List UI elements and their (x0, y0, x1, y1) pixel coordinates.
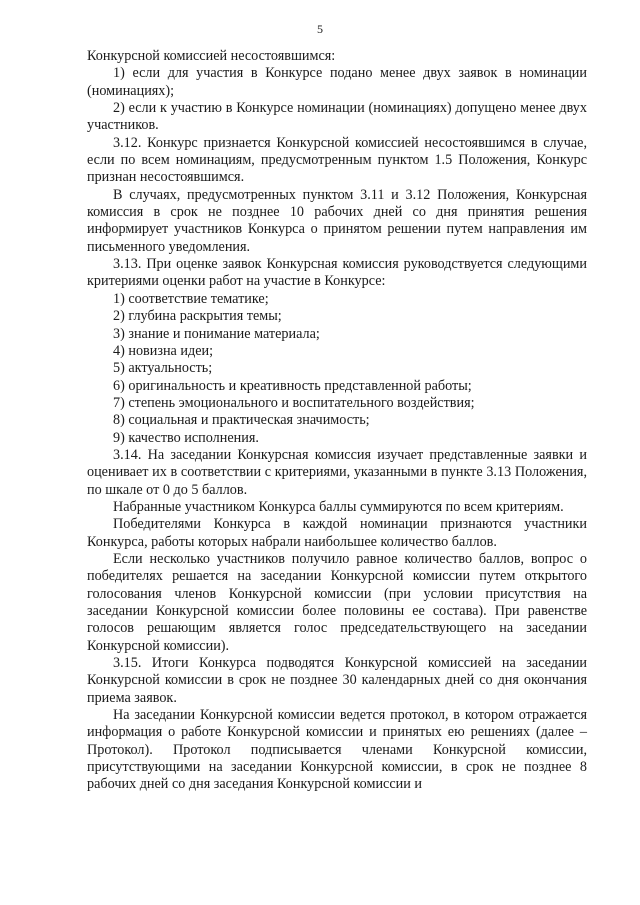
paragraph-protocol: На заседании Конкурсной комиссии ведется протокол, в котором отражается информация о работе Конкурсной комиссии и принятых ею решениях (далее – Протокол). Протокол подписывается членами Конкурсной комиссии, присутствующими на заседании Конкурсной комиссии, в срок не позднее 8 рабочих дней со дня заседания Конкурсной комиссии и (87, 707, 587, 793)
paragraph-clause-3-14: 3.14. На заседании Конкурсная комиссия изучает представленные заявки и оценивает их в соответствии с критериями, указанными в пункте 3.13 Положения, по шкале от 0 до 5 баллов. (87, 446, 587, 498)
criteria-item-1: 1) соответствие тематике; (113, 290, 269, 307)
paragraph-clause-3-15: 3.15. Итоги Конкурса подводятся Конкурсной комиссией на заседании Конкурсной комиссии в срок не позднее 30 календарных дней со дня окончания приема заявок. (87, 655, 587, 706)
paragraph-continuation: Конкурсной комиссией несостоявшимся: (87, 48, 336, 64)
paragraph-condition-2: 2) если к участию в Конкурсе номинации (номинациях) допущено менее двух участников. (87, 100, 587, 134)
criteria-item-6: 6) оригинальность и креативность представленной работы; (113, 377, 472, 394)
paragraph-notification: В случаях, предусмотренных пунктом 3.11 и 3.12 Положения, Конкурсная комиссия в срок не позднее 10 рабочих дней со дня принятия решения информирует участников Конкурса о принятом решении путем направления им письменного уведомления. (87, 186, 587, 255)
criteria-item-8: 8) социальная и практическая значимость; (113, 412, 370, 429)
criteria-item-2: 2) глубина раскрытия темы; (113, 308, 282, 325)
paragraph-clause-3-12: 3.12. Конкурс признается Конкурсной комиссией несостоявшимся в случае, если по всем номинациям, предусмотренным пунктом 1.5 Положения, Конкурс признан несостоявшимся. (87, 134, 587, 186)
page-number: 5 (317, 22, 323, 36)
criteria-item-7: 7) степень эмоционального и воспитательного воздействия; (113, 394, 475, 411)
criteria-item-9: 9) качество исполнения. (113, 429, 259, 446)
criteria-item-4: 4) новизна идеи; (113, 342, 214, 359)
paragraph-tie-vote: Если несколько участников получило равное количество баллов, вопрос о победителях решается на заседании Конкурсной комиссии путем открытого голосования членов Конкурсной комиссии (при условии присутствия на заседании Конкурсной комиссии более половины ее состава). При равенстве голосов решающим является голос председательствующего на заседании Конкурсной комиссии). (87, 550, 587, 654)
criteria-item-5: 5) актуальность; (113, 360, 213, 377)
paragraph-clause-3-13: 3.13. При оценке заявок Конкурсная комиссия руководствуется следующими критериями оценки работ на участие в Конкурсе: (87, 256, 587, 290)
paragraph-winners: Победителями Конкурса в каждой номинации признаются участники Конкурса, работы которых набрали наибольшее количество баллов. (87, 516, 587, 550)
paragraph-scoring: Набранные участником Конкурса баллы суммируются по всем критериям. (113, 498, 564, 515)
paragraph-condition-1: 1) если для участия в Конкурсе подано менее двух заявок в номинации (номинациях); (87, 65, 587, 99)
criteria-item-3: 3) знание и понимание материала; (113, 325, 320, 342)
document-body (87, 48, 587, 794)
